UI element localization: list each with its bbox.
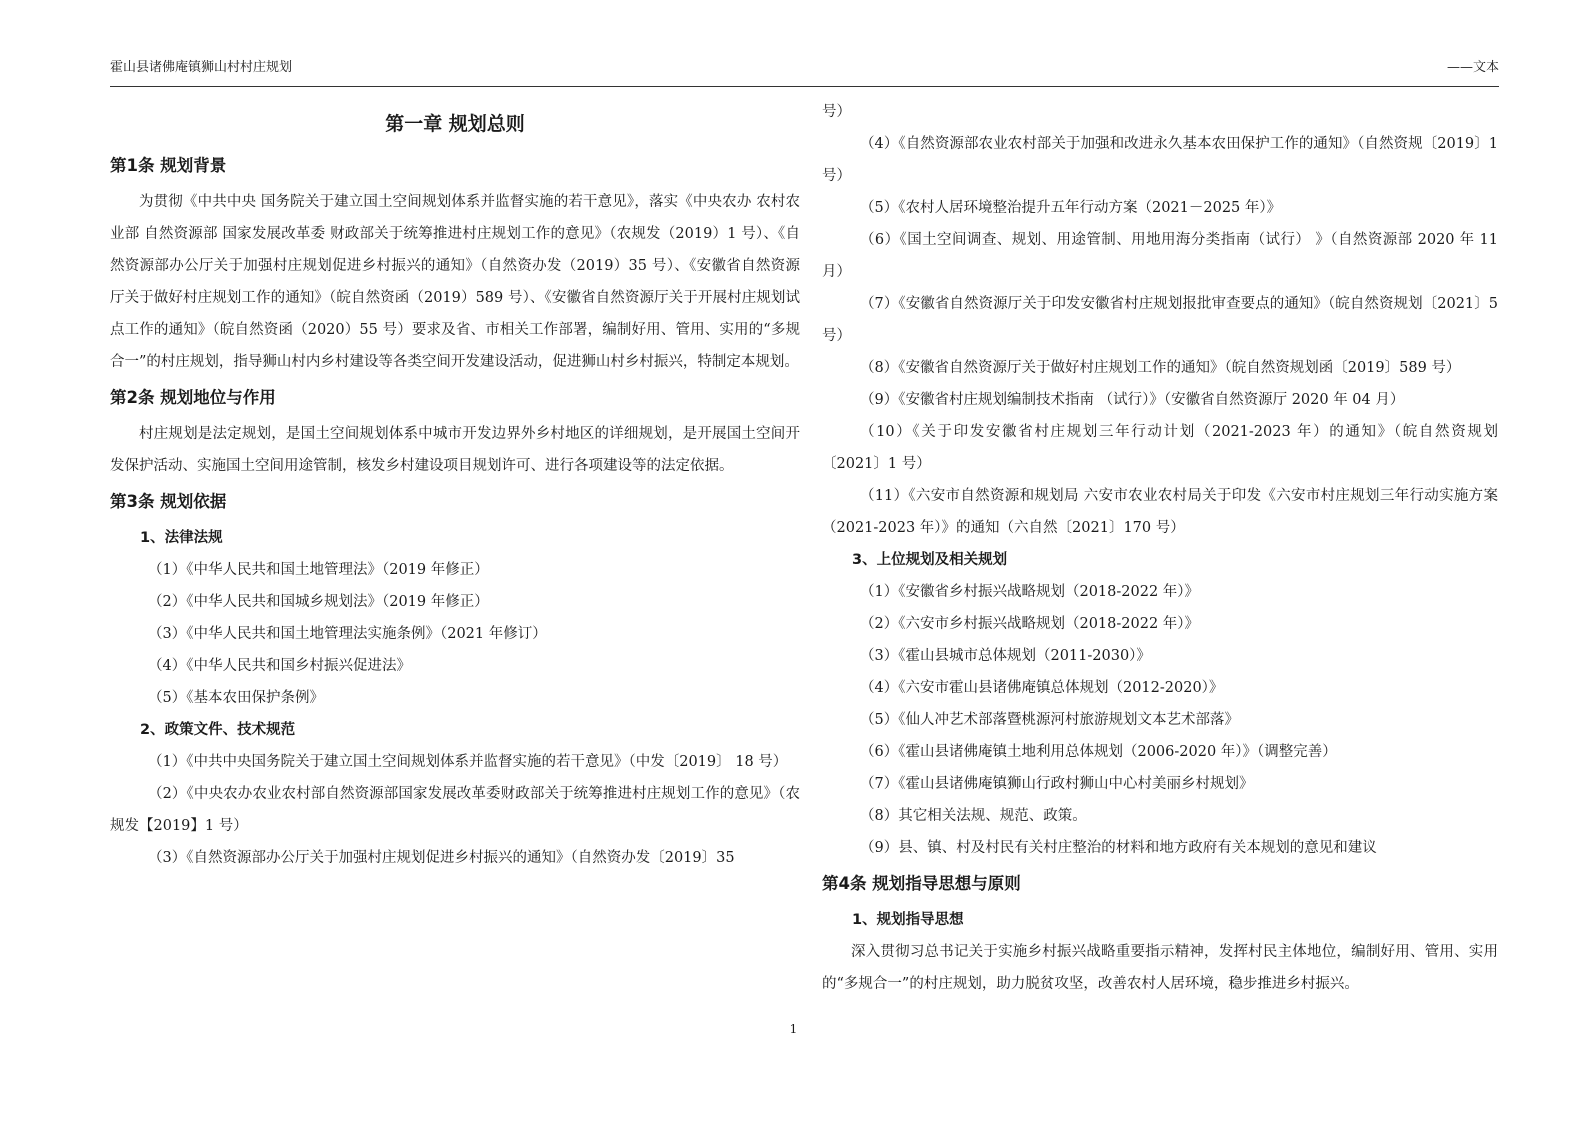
article-1-text: 为贯彻《中共中央 国务院关于建立国土空间规划体系并监督实施的若干意见》，落实《中央农办 农村农业部 自然资源部 国家发展改革委 财政部关于统筹推进村庄规划工作的意见》（农规发（2019）1 号）、《自然资源部办公厅关于加强村庄规划促进乡村振兴的通知》（自然资办发（2019）35 号）、《安徽省自然资源厅关于做好村庄规划工作的通知》（皖自然资函（2019）589 号）、《安徽省自然资源厅关于开展村庄规划试点工作的通知》（皖自然资函（2020）55 号）要求及省、市相关工作部署，编制好用、管用、实用的“多规合一”的村庄规划，指导狮山村内乡村建设等各类空间开发建设活动，促进狮山村乡村振兴，特制定本规划。 xyxy=(110,194,800,370)
continued-text: 号） xyxy=(822,104,851,120)
list-item-policy-1: （1）《中共中央国务院关于建立国土空间规划体系并监督实施的若干意见》（中发〔2019〕 18 号） xyxy=(148,754,788,770)
list-item-law-1: （1）《中华人民共和国土地管理法》（2019 年修正） xyxy=(148,562,489,578)
list-item-law-5: （5）《基本农田保护条例》 xyxy=(148,690,324,706)
list-item-plan-2: （2）《六安市乡村振兴战略规划（2018-2022 年）》 xyxy=(860,616,1200,632)
list-item-law-4: （4）《中华人民共和国乡村振兴促进法》 xyxy=(148,658,411,674)
list-item-policy-7: （7）《安徽省自然资源厅关于印发安徽省村庄规划报批审查要点的通知》（皖自然资规划〔2021〕5 号） xyxy=(822,296,1498,344)
list-item-plan-4: （4）《六安市霍山县诸佛庵镇总体规划（2012-2020）》 xyxy=(860,680,1224,696)
section-plans-heading: 3、上位规划及相关规划 xyxy=(852,552,1008,568)
list-item-policy-10: （10）《关于印发安徽省村庄规划三年行动计划（2021-2023 年）的通知》（皖自然资规划〔2021〕1 号） xyxy=(822,424,1498,472)
list-item-policy-11: （11）《六安市自然资源和规划局 六安市农业农村局关于印发《六安市村庄规划三年行动实施方案（2021-2023 年）》的通知（六自然〔2021〕170 号） xyxy=(822,488,1498,536)
article-4-title: 第4条 规划指导思想与原则 xyxy=(822,874,1021,893)
list-item-law-2: （2）《中华人民共和国城乡规划法》（2019 年修正） xyxy=(148,594,489,610)
section-guiding-thought-heading: 1、规划指导思想 xyxy=(852,912,964,928)
left-column xyxy=(110,96,800,874)
article-2-title: 第2条 规划地位与作用 xyxy=(110,388,276,407)
header-section-label: ——文本 xyxy=(1446,60,1499,75)
article-1-title: 第1条 规划背景 xyxy=(110,156,227,175)
list-item-plan-8: （8）其它相关法规、规范、政策。 xyxy=(860,808,1087,824)
chapter-title: 第一章 规划总则 xyxy=(385,113,525,135)
section-laws-heading: 1、法律法规 xyxy=(140,530,223,546)
right-column xyxy=(822,96,1498,1000)
section-policies-heading: 2、政策文件、技术规范 xyxy=(140,722,296,738)
list-item-policy-3: （3）《自然资源部办公厅关于加强村庄规划促进乡村振兴的通知》（自然资办发〔2019〕35 xyxy=(148,850,735,866)
article-3-title: 第3条 规划依据 xyxy=(110,492,227,511)
list-item-policy-4: （4）《自然资源部农业农村部关于加强和改进永久基本农田保护工作的通知》（自然资规〔2019〕1 号） xyxy=(822,136,1498,184)
article-2-text: 村庄规划是法定规划，是国土空间规划体系中城市开发边界外乡村地区的详细规划，是开展国土空间开发保护活动、实施国土空间用途管制，核发乡村建设项目规划许可、进行各项建设等的法定依据。 xyxy=(110,426,800,474)
list-item-plan-1: （1）《安徽省乡村振兴战略规划（2018-2022 年）》 xyxy=(860,584,1200,600)
page-number: 1 xyxy=(789,1022,798,1036)
list-item-plan-5: （5）《仙人冲艺术部落暨桃源河村旅游规划文本艺术部落》 xyxy=(860,712,1239,728)
list-item-policy-8: （8）《安徽省自然资源厅关于做好村庄规划工作的通知》（皖自然资规划函〔2019〕589 号） xyxy=(860,360,1461,376)
list-item-plan-3: （3）《霍山县城市总体规划（2011-2030）》 xyxy=(860,648,1151,664)
list-item-plan-9: （9）县、镇、村及村民有关村庄整治的材料和地方政府有关本规划的意见和建议 xyxy=(860,840,1377,856)
list-item-law-3: （3）《中华人民共和国土地管理法实施条例》（2021 年修订） xyxy=(148,626,547,642)
list-item-policy-9: （9）《安徽省村庄规划编制技术指南 （试行）》（安徽省自然资源厅 2020 年 04 月） xyxy=(860,392,1405,408)
list-item-policy-2: （2）《中央农办农业农村部自然资源部国家发展改革委财政部关于统筹推进村庄规划工作的意见》（农规发【2019】1 号） xyxy=(110,786,800,834)
list-item-policy-5: （5）《农村人居环境整治提升五年行动方案（2021－2025 年）》 xyxy=(860,200,1282,216)
header-document-title: 霍山县诸佛庵镇狮山村村庄规划 xyxy=(110,60,293,75)
list-item-plan-6: （6）《霍山县诸佛庵镇土地利用总体规划（2006-2020 年）》（调整完善） xyxy=(860,744,1337,760)
list-item-policy-6: （6）《国土空间调查、规划、用途管制、用地用海分类指南（试行） 》（自然资源部 2020 年 11 月） xyxy=(822,232,1498,280)
article-4-text: 深入贯彻习总书记关于实施乡村振兴战略重要指示精神，发挥村民主体地位，编制好用、管用、实用的“多规合一”的村庄规划，助力脱贫攻坚，改善农村人居环境，稳步推进乡村振兴。 xyxy=(822,944,1498,992)
page-header xyxy=(110,56,1499,87)
list-item-plan-7: （7）《霍山县诸佛庵镇狮山行政村狮山中心村美丽乡村规划》 xyxy=(860,776,1254,792)
